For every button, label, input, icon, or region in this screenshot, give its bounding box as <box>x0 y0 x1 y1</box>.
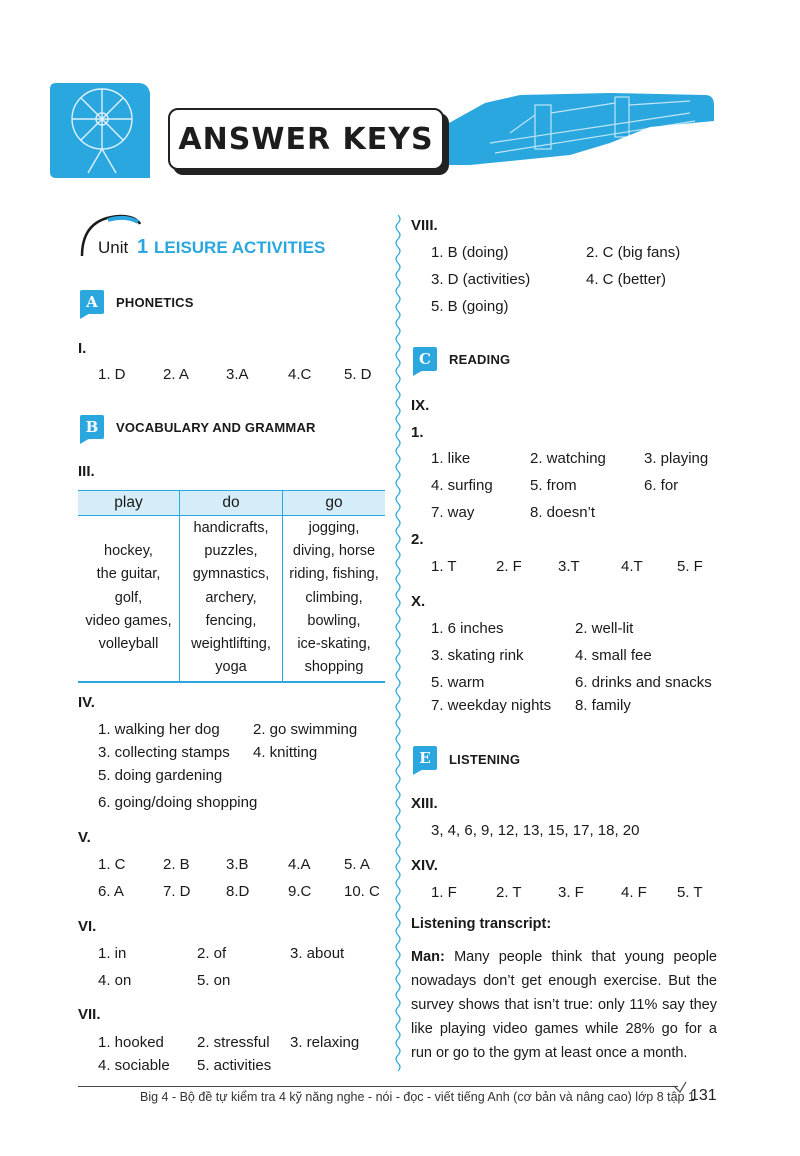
section-b-badge: B <box>80 415 104 439</box>
ex8-answer: 2. C (big fans) <box>586 244 681 261</box>
ex14-answer: 1. F <box>431 884 457 901</box>
ex10-answer: 7. weekday nights <box>431 697 552 714</box>
ex10-answer: 1. 6 inches <box>431 620 504 637</box>
page-title: ANSWER KEYS <box>178 121 434 157</box>
ex5-answer: 3.B <box>226 856 249 873</box>
table-cell: hockey, the guitar, golf, video games, volleyball <box>78 516 180 683</box>
ex1-answer: 2. A <box>163 366 189 383</box>
ex9-answer: 8. doesn’t <box>530 504 596 521</box>
ex10-answer: 5. warm <box>431 674 485 691</box>
ex6-answer: 3. about <box>290 945 345 962</box>
ex9-label: IX. <box>411 397 430 414</box>
ex9-answer: 3. playing <box>644 450 709 467</box>
ex9-answer: 2. F <box>496 558 522 575</box>
ex9-answer: 4. surfing <box>431 477 493 494</box>
ex9-answer: 5. F <box>677 558 703 575</box>
table-header-row <box>78 491 385 516</box>
ex7-answer: 2. stressful <box>197 1034 270 1051</box>
ex6-answer: 5. on <box>197 972 231 989</box>
table-cell: jogging, diving, horse riding, fishing, climbing, bowling, ice-skating, shopping <box>283 516 386 683</box>
ex7-answer: 3. relaxing <box>290 1034 360 1051</box>
ex9-part1-label: 1. <box>411 424 424 441</box>
page-number: 131 <box>690 1087 717 1104</box>
section-c-title: READING <box>449 352 511 367</box>
transcript-heading: Listening transcript: <box>411 916 552 932</box>
section-e-badge: E <box>413 746 437 770</box>
section-a-title: PHONETICS <box>116 295 194 310</box>
table-cell: handicrafts, puzzles, gymnastics, archery, fencing, weightlifting, yoga <box>180 516 283 683</box>
ex9-answer: 1. T <box>431 558 457 575</box>
ex10-answer: 3. skating rink <box>431 647 524 664</box>
ex9-answer: 1. like <box>431 450 471 467</box>
unit-number: 1 <box>136 236 149 258</box>
ex4-answer: 1. walking her dog <box>98 721 220 738</box>
ex9-answer: 3.T <box>558 558 580 575</box>
section-a-badge: A <box>80 290 104 314</box>
ex4-answer: 6. going/doing shopping <box>98 794 258 811</box>
ex10-answer: 2. well-lit <box>575 620 634 637</box>
ex14-answer: 2. T <box>496 884 522 901</box>
ex8-answer: 3. D (activities) <box>431 271 531 288</box>
ex7-answer: 1. hooked <box>98 1034 164 1051</box>
ex1-answer: 5. D <box>344 366 372 383</box>
ex5-answer: 7. D <box>163 883 191 900</box>
ex5-label: V. <box>78 829 91 846</box>
table-header: play <box>78 491 180 516</box>
ex10-answer: 4. small fee <box>575 647 652 664</box>
ex5-answer: 4.A <box>288 856 311 873</box>
ex9-part2-label: 2. <box>411 531 424 548</box>
vocabulary-table <box>78 490 385 683</box>
ex3-label: III. <box>78 463 95 480</box>
ex14-answer: 5. T <box>677 884 703 901</box>
ex8-answer: 5. B (going) <box>431 298 509 315</box>
ex9-answer: 7. way <box>431 504 475 521</box>
ex6-answer: 2. of <box>197 945 227 962</box>
ex1-answer: 3.A <box>226 366 249 383</box>
ex4-answer: 4. knitting <box>253 744 318 761</box>
ex13-label: XIII. <box>411 795 438 812</box>
ex8-label: VIII. <box>411 217 438 234</box>
section-c-badge: C <box>413 347 437 371</box>
ex14-answer: 4. F <box>621 884 647 901</box>
ex14-answer: 3. F <box>558 884 584 901</box>
ex10-answer: 6. drinks and snacks <box>575 674 712 691</box>
unit-label: Unit 1 <box>98 236 149 258</box>
column-divider <box>391 215 405 1071</box>
ex5-answer: 10. C <box>344 883 380 900</box>
ex9-answer: 4.T <box>621 558 643 575</box>
section-b-title: VOCABULARY AND GRAMMAR <box>116 420 316 435</box>
ex6-answer: 1. in <box>98 945 127 962</box>
footer-rule <box>78 1086 678 1087</box>
ex5-answer: 6. A <box>98 883 124 900</box>
ex4-label: IV. <box>78 694 95 711</box>
ex13-answer: 3, 4, 6, 9, 12, 13, 15, 17, 18, 20 <box>431 822 640 839</box>
ex1-answer: 1. D <box>98 366 126 383</box>
ex7-label: VII. <box>78 1006 101 1023</box>
table-header: do <box>180 491 283 516</box>
transcript-body: Man: Many people think that young people nowadays don’t get enough exercise. But the survey shows that isn’t true: only 11% say they like playing video games while 28% go for a run or go to the gym at least once a month. <box>411 949 717 1061</box>
section-e-title: LISTENING <box>449 752 521 767</box>
ex1-label: I. <box>78 340 87 357</box>
table-row <box>78 516 385 683</box>
ex7-answer: 5. activities <box>197 1057 272 1074</box>
ex6-label: VI. <box>78 918 97 935</box>
ex5-answer: 1. C <box>98 856 126 873</box>
ex4-answer: 2. go swimming <box>253 721 358 738</box>
ex7-answer: 4. sociable <box>98 1057 170 1074</box>
ex1-answer: 4.C <box>288 366 312 383</box>
speaker-label: Man: <box>411 949 445 965</box>
table-header: go <box>283 491 386 516</box>
footer-text: Big 4 - Bộ đề tự kiểm tra 4 kỹ năng nghe - nói - đọc - viết tiếng Anh (cơ bản và nâng cao) lớp 8 tập 1 <box>140 1090 695 1104</box>
ex5-answer: 5. A <box>344 856 370 873</box>
ex5-answer: 2. B <box>163 856 190 873</box>
ex9-answer: 5. from <box>530 477 577 494</box>
ex9-answer: 6. for <box>644 477 679 494</box>
ex4-answer: 5. doing gardening <box>98 767 223 784</box>
page-title-box <box>168 108 444 170</box>
ex10-label: X. <box>411 593 426 610</box>
ex8-answer: 4. C (better) <box>586 271 667 288</box>
ex4-answer: 3. collecting stamps <box>98 744 230 761</box>
unit-title: LEISURE ACTIVITIES <box>154 238 326 257</box>
ex8-answer: 1. B (doing) <box>431 244 509 261</box>
ex9-answer: 2. watching <box>530 450 606 467</box>
ex10-answer: 8. family <box>575 697 631 714</box>
ex14-label: XIV. <box>411 857 438 874</box>
ex5-answer: 9.C <box>288 883 312 900</box>
ex6-answer: 4. on <box>98 972 132 989</box>
ex5-answer: 8.D <box>226 883 250 900</box>
